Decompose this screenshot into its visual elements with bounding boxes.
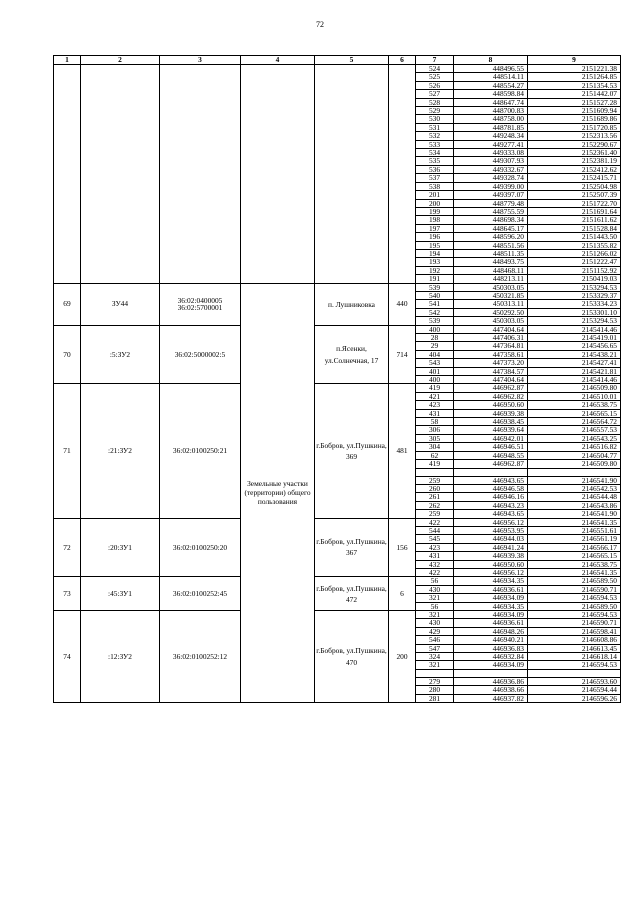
- header-cell: 9: [528, 56, 621, 65]
- x-coordinate-cell: 446938.45: [454, 418, 528, 426]
- y-coordinate-cell: 2150419.03: [528, 275, 621, 283]
- y-coordinate-cell: 2146543.86: [528, 501, 621, 509]
- page-number: 72: [316, 20, 324, 29]
- point-number-cell: 321: [416, 594, 454, 602]
- point-number-cell: 530: [416, 115, 454, 123]
- y-coordinate-cell: 2146509.80: [528, 384, 621, 392]
- y-coordinate-cell: 2146557.53: [528, 426, 621, 434]
- y-coordinate-cell: 2151609.94: [528, 107, 621, 115]
- point-number-cell: 260: [416, 484, 454, 492]
- point-number-cell: 537: [416, 174, 454, 182]
- x-coordinate-cell: 446934.35: [454, 602, 528, 610]
- y-coordinate-cell: 2146594.53: [528, 594, 621, 602]
- y-coordinate-cell: 2146543.25: [528, 434, 621, 442]
- x-coordinate-cell: 446936.83: [454, 644, 528, 652]
- point-number-cell: 529: [416, 107, 454, 115]
- x-coordinate-cell: 446962.87: [454, 384, 528, 392]
- y-coordinate-cell: 2152507.39: [528, 191, 621, 199]
- y-coordinate-cell: 2146590.71: [528, 619, 621, 627]
- point-number-cell: 195: [416, 241, 454, 249]
- y-coordinate-cell: 2146566.17: [528, 543, 621, 551]
- point-number-cell: 422: [416, 518, 454, 526]
- x-coordinate-cell: [454, 669, 528, 677]
- point-number-cell: 423: [416, 543, 454, 551]
- x-coordinate-cell: 446942.01: [454, 434, 528, 442]
- point-number-cell: 56: [416, 602, 454, 610]
- x-coordinate-cell: 447404.64: [454, 325, 528, 333]
- cadastral-number: 36:02:0100252:45: [160, 577, 241, 611]
- x-coordinate-cell: 448698.34: [454, 216, 528, 224]
- x-coordinate-cell: 446941.24: [454, 543, 528, 551]
- y-coordinate-cell: 2153329.37: [528, 291, 621, 299]
- point-number-cell: 430: [416, 585, 454, 593]
- x-coordinate-cell: 446944.03: [454, 535, 528, 543]
- header-cell: 2: [81, 56, 160, 65]
- y-coordinate-cell: 2151266.02: [528, 249, 621, 257]
- x-coordinate-cell: 448554.27: [454, 81, 528, 89]
- x-coordinate-cell: 446934.09: [454, 661, 528, 669]
- area: 200: [389, 611, 416, 703]
- y-coordinate-cell: 2151221.38: [528, 65, 621, 73]
- area: 714: [389, 325, 416, 384]
- y-coordinate-cell: 2146509.80: [528, 460, 621, 468]
- y-coordinate-cell: 2146510.01: [528, 392, 621, 400]
- record-number: 71: [54, 384, 81, 518]
- y-coordinate-cell: 2151691.64: [528, 207, 621, 215]
- point-number-cell: 194: [416, 249, 454, 257]
- point-number-cell: 200: [416, 199, 454, 207]
- lot-code: :21:ЗУ2: [81, 384, 160, 518]
- y-coordinate-cell: 2153294.53: [528, 317, 621, 325]
- table-row: [54, 611, 621, 619]
- y-coordinate-cell: 2145438.21: [528, 350, 621, 358]
- point-number-cell: 534: [416, 149, 454, 157]
- table-row: [54, 518, 621, 526]
- point-number-cell: 543: [416, 359, 454, 367]
- point-number-cell: 62: [416, 451, 454, 459]
- x-coordinate-cell: 446939.38: [454, 552, 528, 560]
- cadastral-number: 36:02:0100252:12: [160, 611, 241, 703]
- point-number-cell: 423: [416, 401, 454, 409]
- point-number-cell: 401: [416, 367, 454, 375]
- point-number-cell: 400: [416, 376, 454, 384]
- header-cell: 5: [315, 56, 389, 65]
- x-coordinate-cell: 446956.12: [454, 518, 528, 526]
- y-coordinate-cell: 2146589.50: [528, 602, 621, 610]
- x-coordinate-cell: 449277.41: [454, 140, 528, 148]
- point-number-cell: 305: [416, 434, 454, 442]
- header-cell: 4: [241, 56, 315, 65]
- x-coordinate-cell: 446946.58: [454, 484, 528, 492]
- y-coordinate-cell: 2146538.75: [528, 401, 621, 409]
- y-coordinate-cell: 2151611.62: [528, 216, 621, 224]
- y-coordinate-cell: 2146516.82: [528, 443, 621, 451]
- x-coordinate-cell: 446962.87: [454, 460, 528, 468]
- point-number-cell: 533: [416, 140, 454, 148]
- x-coordinate-cell: 448468.11: [454, 266, 528, 274]
- point-number-cell: 532: [416, 132, 454, 140]
- y-coordinate-cell: 2151720.85: [528, 123, 621, 131]
- y-coordinate-cell: 2151222.47: [528, 258, 621, 266]
- point-number-cell: 422: [416, 568, 454, 576]
- point-number-cell: 306: [416, 426, 454, 434]
- x-coordinate-cell: 450303.05: [454, 283, 528, 291]
- y-coordinate-cell: 2146544.48: [528, 493, 621, 501]
- lot-code: :12:ЗУ2: [81, 611, 160, 703]
- point-number-cell: 431: [416, 409, 454, 417]
- y-coordinate-cell: 2146541.90: [528, 510, 621, 518]
- point-number-cell: 430: [416, 619, 454, 627]
- x-coordinate-cell: 446939.38: [454, 409, 528, 417]
- y-coordinate-cell: 2151443.50: [528, 233, 621, 241]
- point-number-cell: 528: [416, 98, 454, 106]
- x-coordinate-cell: 450303.05: [454, 317, 528, 325]
- point-number-cell: 525: [416, 73, 454, 81]
- x-coordinate-cell: 446936.61: [454, 619, 528, 627]
- point-number-cell: 421: [416, 392, 454, 400]
- y-coordinate-cell: 2152381.19: [528, 157, 621, 165]
- cadastral-cell: [160, 65, 241, 284]
- point-number-cell: 321: [416, 661, 454, 669]
- address: г.Бобров, ул.Пушкина, 367: [315, 518, 389, 577]
- x-coordinate-cell: 449307.93: [454, 157, 528, 165]
- x-coordinate-cell: 448511.35: [454, 249, 528, 257]
- cadastral-number: 36:02:0400005 36:02:5700001: [160, 283, 241, 325]
- y-coordinate-cell: 2146541.90: [528, 476, 621, 484]
- point-number-cell: 197: [416, 224, 454, 232]
- point-number-cell: 429: [416, 627, 454, 635]
- point-number-cell: 419: [416, 384, 454, 392]
- x-coordinate-cell: 447384.57: [454, 367, 528, 375]
- x-coordinate-cell: 446943.23: [454, 501, 528, 509]
- y-coordinate-cell: 2153294.53: [528, 283, 621, 291]
- y-coordinate-cell: 2146561.19: [528, 535, 621, 543]
- x-coordinate-cell: 448496.55: [454, 65, 528, 73]
- x-coordinate-cell: 446950.60: [454, 560, 528, 568]
- lot-code: :5:ЗУ2: [81, 325, 160, 384]
- area: 440: [389, 283, 416, 325]
- address-cell: [315, 65, 389, 284]
- header-cell: 6: [389, 56, 416, 65]
- x-coordinate-cell: 446948.26: [454, 627, 528, 635]
- x-coordinate-cell: 446946.16: [454, 493, 528, 501]
- point-number-cell: 536: [416, 165, 454, 173]
- cadastral-number: 36:02:5000002:5: [160, 325, 241, 384]
- y-coordinate-cell: 2146589.50: [528, 577, 621, 585]
- lot-code-cell: [81, 65, 160, 284]
- x-coordinate-cell: 448755.59: [454, 207, 528, 215]
- record-number: 74: [54, 611, 81, 703]
- x-coordinate-cell: 447358.61: [454, 350, 528, 358]
- point-number-cell: 198: [416, 216, 454, 224]
- y-coordinate-cell: 2151152.92: [528, 266, 621, 274]
- point-number-cell: [416, 669, 454, 677]
- y-coordinate-cell: 2146598.41: [528, 627, 621, 635]
- x-coordinate-cell: 446939.64: [454, 426, 528, 434]
- area: 6: [389, 577, 416, 611]
- point-number-cell: 541: [416, 300, 454, 308]
- table-row: [54, 384, 621, 392]
- x-coordinate-cell: 448700.83: [454, 107, 528, 115]
- x-coordinate-cell: 449333.08: [454, 149, 528, 157]
- point-number-cell: 261: [416, 493, 454, 501]
- point-number-cell: 56: [416, 577, 454, 585]
- area-cell: [389, 65, 416, 284]
- point-number-cell: 539: [416, 283, 454, 291]
- y-coordinate-cell: 2146596.26: [528, 694, 621, 702]
- x-coordinate-cell: 446934.35: [454, 577, 528, 585]
- point-number-cell: 544: [416, 526, 454, 534]
- x-coordinate-cell: 446932.84: [454, 653, 528, 661]
- y-coordinate-cell: 2151528.84: [528, 224, 621, 232]
- point-number-cell: 540: [416, 291, 454, 299]
- y-coordinate-cell: 2145414.46: [528, 325, 621, 333]
- cadastral-number: 36:02:0100250:20: [160, 518, 241, 577]
- x-coordinate-cell: 448598.84: [454, 90, 528, 98]
- x-coordinate-cell: 446943.65: [454, 510, 528, 518]
- y-coordinate-cell: 2153301.10: [528, 308, 621, 316]
- lot-code: :20:ЗУ1: [81, 518, 160, 577]
- x-coordinate-cell: 447406.31: [454, 334, 528, 342]
- x-coordinate-cell: 449332.67: [454, 165, 528, 173]
- table-row: [54, 577, 621, 585]
- x-coordinate-cell: 446936.86: [454, 677, 528, 685]
- point-number-cell: 259: [416, 476, 454, 484]
- cadastral-number: 36:02:0100250:21: [160, 384, 241, 518]
- point-number-cell: 419: [416, 460, 454, 468]
- point-number-cell: 545: [416, 535, 454, 543]
- x-coordinate-cell: 446953.95: [454, 526, 528, 534]
- y-coordinate-cell: 2146594.53: [528, 611, 621, 619]
- y-coordinate-cell: 2151722.70: [528, 199, 621, 207]
- y-coordinate-cell: 2152313.56: [528, 132, 621, 140]
- point-number-cell: [416, 468, 454, 476]
- y-coordinate-cell: 2151355.82: [528, 241, 621, 249]
- x-coordinate-cell: 448514.11: [454, 73, 528, 81]
- x-coordinate-cell: [454, 468, 528, 476]
- point-number-cell: 58: [416, 418, 454, 426]
- address: г.Бобров, ул.Пушкина, 472: [315, 577, 389, 611]
- y-coordinate-cell: 2151354.53: [528, 81, 621, 89]
- y-coordinate-cell: 2146538.75: [528, 560, 621, 568]
- x-coordinate-cell: 446940.21: [454, 636, 528, 644]
- y-coordinate-cell: 2146593.60: [528, 677, 621, 685]
- header-cell: 3: [160, 56, 241, 65]
- x-coordinate-cell: 448213.11: [454, 275, 528, 283]
- record-number: 69: [54, 283, 81, 325]
- x-coordinate-cell: 450321.85: [454, 291, 528, 299]
- point-number-cell: 431: [416, 552, 454, 560]
- y-coordinate-cell: 2145414.46: [528, 376, 621, 384]
- y-coordinate-cell: 2146564.72: [528, 418, 621, 426]
- point-number-cell: 280: [416, 686, 454, 694]
- y-coordinate-cell: 2151264.85: [528, 73, 621, 81]
- point-number-cell: 262: [416, 501, 454, 509]
- y-coordinate-cell: 2146565.15: [528, 409, 621, 417]
- x-coordinate-cell: 446936.61: [454, 585, 528, 593]
- y-coordinate-cell: [528, 669, 621, 677]
- y-coordinate-cell: 2152290.67: [528, 140, 621, 148]
- point-number-cell: 404: [416, 350, 454, 358]
- y-coordinate-cell: 2146541.35: [528, 518, 621, 526]
- address: п.Ясенки, ул.Солнечная, 17: [315, 325, 389, 384]
- x-coordinate-cell: 446937.82: [454, 694, 528, 702]
- point-number-cell: 281: [416, 694, 454, 702]
- point-number-cell: 201: [416, 191, 454, 199]
- table-row: [54, 325, 621, 333]
- x-coordinate-cell: 449328.74: [454, 174, 528, 182]
- category-cell: [241, 65, 315, 284]
- point-number-cell: 193: [416, 258, 454, 266]
- record-number: 72: [54, 518, 81, 577]
- x-coordinate-cell: 447404.64: [454, 376, 528, 384]
- x-coordinate-cell: 446938.66: [454, 686, 528, 694]
- y-coordinate-cell: 2146590.71: [528, 585, 621, 593]
- table-row: [54, 283, 621, 291]
- point-number-cell: 279: [416, 677, 454, 685]
- x-coordinate-cell: 446962.82: [454, 392, 528, 400]
- number-cell: [54, 65, 81, 284]
- y-coordinate-cell: 2146551.61: [528, 526, 621, 534]
- coordinates-table: [53, 55, 621, 703]
- x-coordinate-cell: 448647.74: [454, 98, 528, 106]
- y-coordinate-cell: 2145456.65: [528, 342, 621, 350]
- point-number-cell: 196: [416, 233, 454, 241]
- point-number-cell: 539: [416, 317, 454, 325]
- y-coordinate-cell: 2152361.40: [528, 149, 621, 157]
- y-coordinate-cell: 2145421.81: [528, 367, 621, 375]
- x-coordinate-cell: 450313.11: [454, 300, 528, 308]
- area: 156: [389, 518, 416, 577]
- y-coordinate-cell: 2153334.23: [528, 300, 621, 308]
- point-number-cell: 28: [416, 334, 454, 342]
- x-coordinate-cell: 449248.34: [454, 132, 528, 140]
- y-coordinate-cell: 2146608.86: [528, 636, 621, 644]
- lot-code: ЗУ44: [81, 283, 160, 325]
- y-coordinate-cell: 2146618.14: [528, 653, 621, 661]
- header-row: [54, 56, 621, 65]
- y-coordinate-cell: 2146565.15: [528, 552, 621, 560]
- x-coordinate-cell: 448779.48: [454, 199, 528, 207]
- y-coordinate-cell: 2146594.44: [528, 686, 621, 694]
- address: г.Бобров, ул.Пушкина, 470: [315, 611, 389, 703]
- x-coordinate-cell: 448781.85: [454, 123, 528, 131]
- x-coordinate-cell: 446950.60: [454, 401, 528, 409]
- point-number-cell: 531: [416, 123, 454, 131]
- point-number-cell: 542: [416, 308, 454, 316]
- area: 481: [389, 384, 416, 518]
- point-number-cell: 29: [416, 342, 454, 350]
- x-coordinate-cell: 446948.55: [454, 451, 528, 459]
- y-coordinate-cell: 2145419.01: [528, 334, 621, 342]
- point-number-cell: 547: [416, 644, 454, 652]
- point-number-cell: 192: [416, 266, 454, 274]
- point-number-cell: 526: [416, 81, 454, 89]
- table-row: [54, 65, 621, 73]
- y-coordinate-cell: 2151442.07: [528, 90, 621, 98]
- y-coordinate-cell: 2146504.77: [528, 451, 621, 459]
- point-number-cell: 538: [416, 182, 454, 190]
- point-number-cell: 199: [416, 207, 454, 215]
- point-number-cell: 400: [416, 325, 454, 333]
- y-coordinate-cell: 2146542.53: [528, 484, 621, 492]
- x-coordinate-cell: 446943.65: [454, 476, 528, 484]
- y-coordinate-cell: 2146594.53: [528, 661, 621, 669]
- x-coordinate-cell: 449399.00: [454, 182, 528, 190]
- point-number-cell: 324: [416, 653, 454, 661]
- land-category: Земельные участки (территории) общего пользования: [241, 283, 315, 703]
- point-number-cell: 191: [416, 275, 454, 283]
- x-coordinate-cell: 446946.51: [454, 443, 528, 451]
- x-coordinate-cell: 448596.20: [454, 233, 528, 241]
- y-coordinate-cell: 2145427.41: [528, 359, 621, 367]
- x-coordinate-cell: 448551.56: [454, 241, 528, 249]
- address: г.Бобров, ул.Пушкина, 369: [315, 384, 389, 518]
- y-coordinate-cell: 2152504.98: [528, 182, 621, 190]
- x-coordinate-cell: 446956.12: [454, 568, 528, 576]
- record-number: 73: [54, 577, 81, 611]
- x-coordinate-cell: 447373.20: [454, 359, 528, 367]
- point-number-cell: 304: [416, 443, 454, 451]
- y-coordinate-cell: 2152412.62: [528, 165, 621, 173]
- address: п. Лушниковка: [315, 283, 389, 325]
- header-cell: 8: [454, 56, 528, 65]
- point-number-cell: 535: [416, 157, 454, 165]
- x-coordinate-cell: 448645.17: [454, 224, 528, 232]
- record-number: 70: [54, 325, 81, 384]
- y-coordinate-cell: [528, 468, 621, 476]
- y-coordinate-cell: 2146541.35: [528, 568, 621, 576]
- x-coordinate-cell: 446934.09: [454, 611, 528, 619]
- header-cell: 7: [416, 56, 454, 65]
- x-coordinate-cell: 450292.50: [454, 308, 528, 316]
- x-coordinate-cell: 448758.00: [454, 115, 528, 123]
- x-coordinate-cell: 449397.07: [454, 191, 528, 199]
- x-coordinate-cell: 447364.81: [454, 342, 528, 350]
- point-number-cell: 432: [416, 560, 454, 568]
- x-coordinate-cell: 446934.09: [454, 594, 528, 602]
- point-number-cell: 527: [416, 90, 454, 98]
- point-number-cell: 524: [416, 65, 454, 73]
- x-coordinate-cell: 448493.75: [454, 258, 528, 266]
- y-coordinate-cell: 2152415.71: [528, 174, 621, 182]
- y-coordinate-cell: 2146613.45: [528, 644, 621, 652]
- point-number-cell: 321: [416, 611, 454, 619]
- lot-code: :45:ЗУ1: [81, 577, 160, 611]
- y-coordinate-cell: 2151689.86: [528, 115, 621, 123]
- point-number-cell: 259: [416, 510, 454, 518]
- header-cell: 1: [54, 56, 81, 65]
- y-coordinate-cell: 2151527.28: [528, 98, 621, 106]
- point-number-cell: 546: [416, 636, 454, 644]
